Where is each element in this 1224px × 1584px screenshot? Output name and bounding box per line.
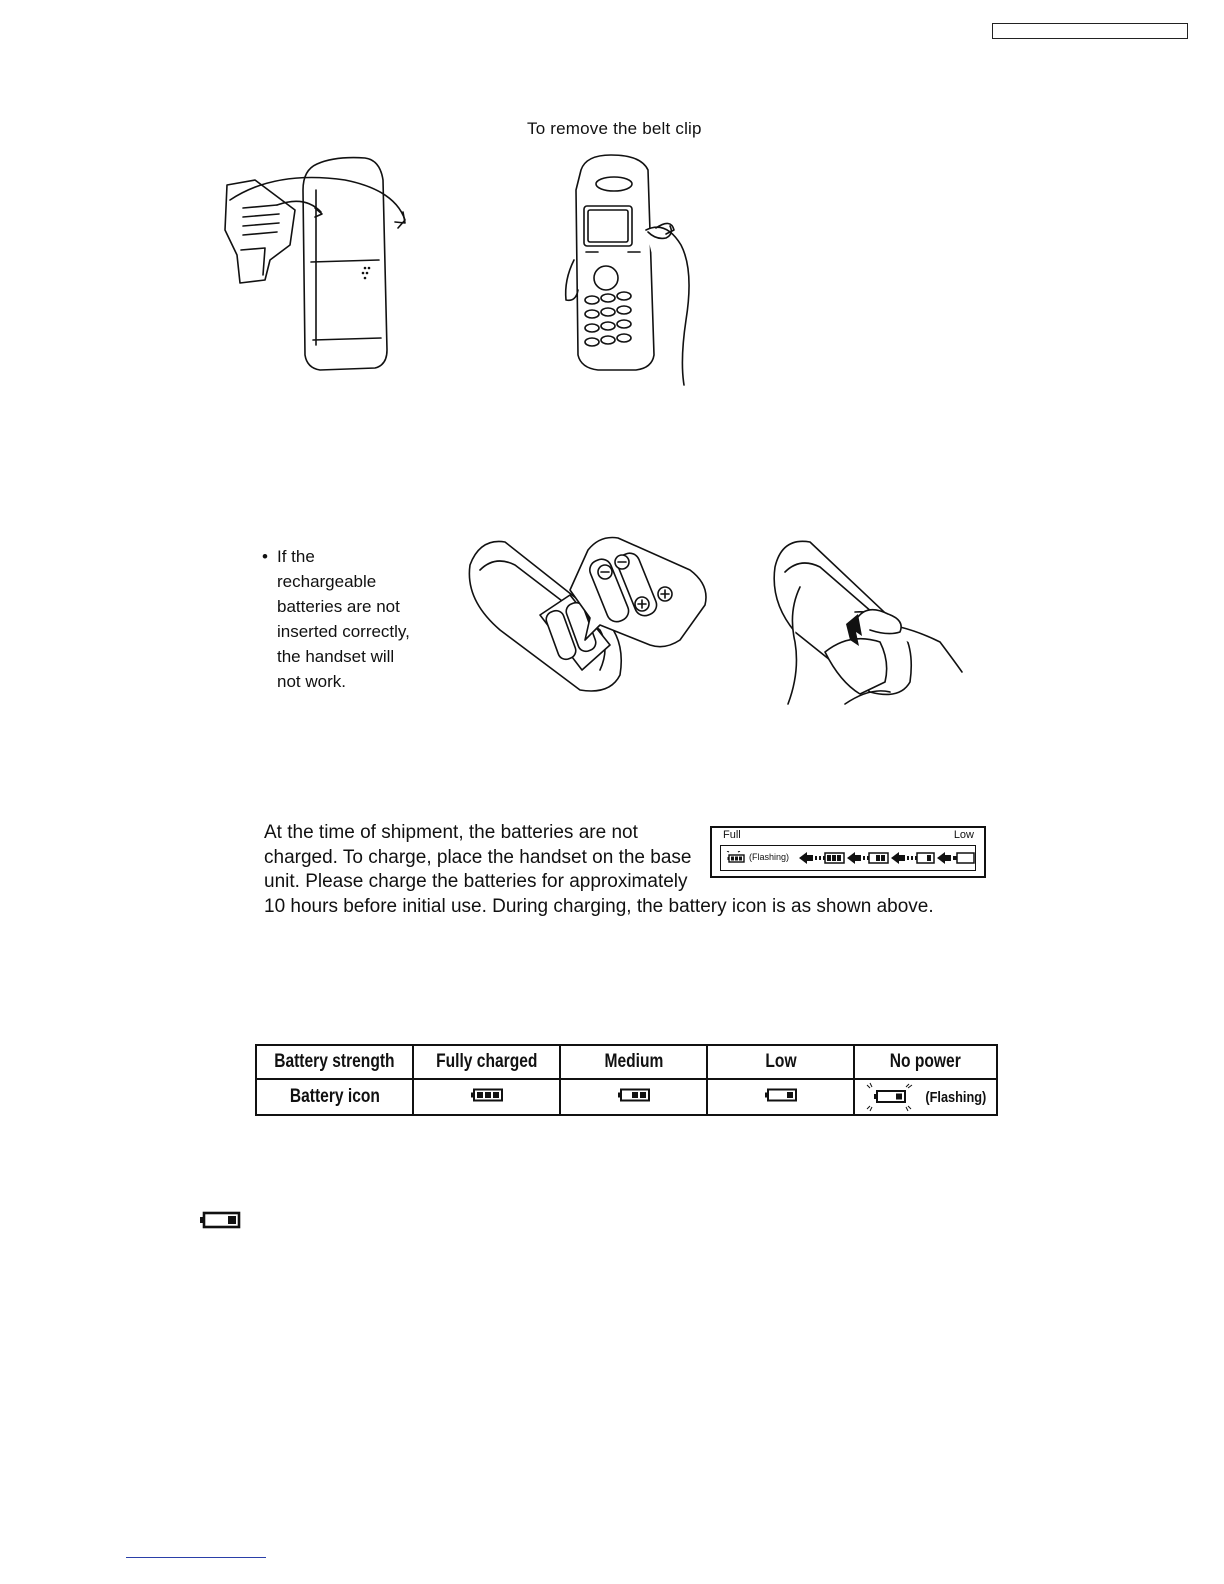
charging-line-3: unit. Please charge the batteries for approximately xyxy=(264,871,688,892)
scale-full-label: Full xyxy=(723,829,741,841)
scale-sequence xyxy=(720,845,976,871)
header-low: Low xyxy=(707,1045,854,1079)
battery-compartment-figure xyxy=(460,530,715,700)
battery-low-icon xyxy=(199,1211,241,1229)
cell-low-icon xyxy=(707,1079,854,1115)
scale-arrow-sequence xyxy=(799,850,975,866)
cell-medium-icon xyxy=(560,1079,707,1115)
battery-low-icon xyxy=(763,1088,799,1102)
header-no-power: No power xyxy=(854,1045,997,1079)
battery-cover-close-figure xyxy=(770,532,970,707)
footer-link-underline xyxy=(126,1557,266,1558)
table-row xyxy=(256,1045,997,1079)
battery-strength-table xyxy=(255,1044,998,1116)
table-row xyxy=(256,1079,997,1115)
scale-flashing-label: (Flashing) xyxy=(749,852,790,862)
battery-full-icon xyxy=(469,1088,505,1102)
cell-no-power-icon xyxy=(854,1079,997,1115)
charging-scale xyxy=(710,826,986,878)
row-label-battery-icon: Battery icon xyxy=(256,1079,413,1115)
header-battery-strength: Battery strength xyxy=(256,1045,413,1079)
header-medium: Medium xyxy=(560,1045,707,1079)
belt-clip-remove-figure xyxy=(556,150,706,390)
charging-line-4: 10 hours before initial use. During charging, the battery icon is as shown above. xyxy=(264,895,934,917)
charging-line-2: charged. To charge, place the handset on the base xyxy=(264,846,692,868)
battery-flashing-icon xyxy=(860,1082,920,1112)
scale-full-battery-icon xyxy=(726,851,748,865)
cell-full-icon xyxy=(413,1079,560,1115)
belt-clip-caption: To remove the belt clip xyxy=(527,119,702,138)
belt-clip-attach-figure xyxy=(215,150,415,375)
scale-low-label: Low xyxy=(953,829,974,841)
charging-line-1: At the time of shipment, the batteries are not xyxy=(264,822,638,843)
bullet: • xyxy=(262,547,268,566)
header-fully-charged: Fully charged xyxy=(413,1045,560,1079)
battery-medium-icon xyxy=(616,1088,652,1102)
no-power-flashing-label: (Flashing) xyxy=(925,1089,986,1107)
battery-insert-note-text: If the rechargeable batteries are not inserted correctly, the handset will not work. xyxy=(277,547,410,691)
header-box xyxy=(992,23,1188,39)
battery-insert-note xyxy=(262,544,410,694)
